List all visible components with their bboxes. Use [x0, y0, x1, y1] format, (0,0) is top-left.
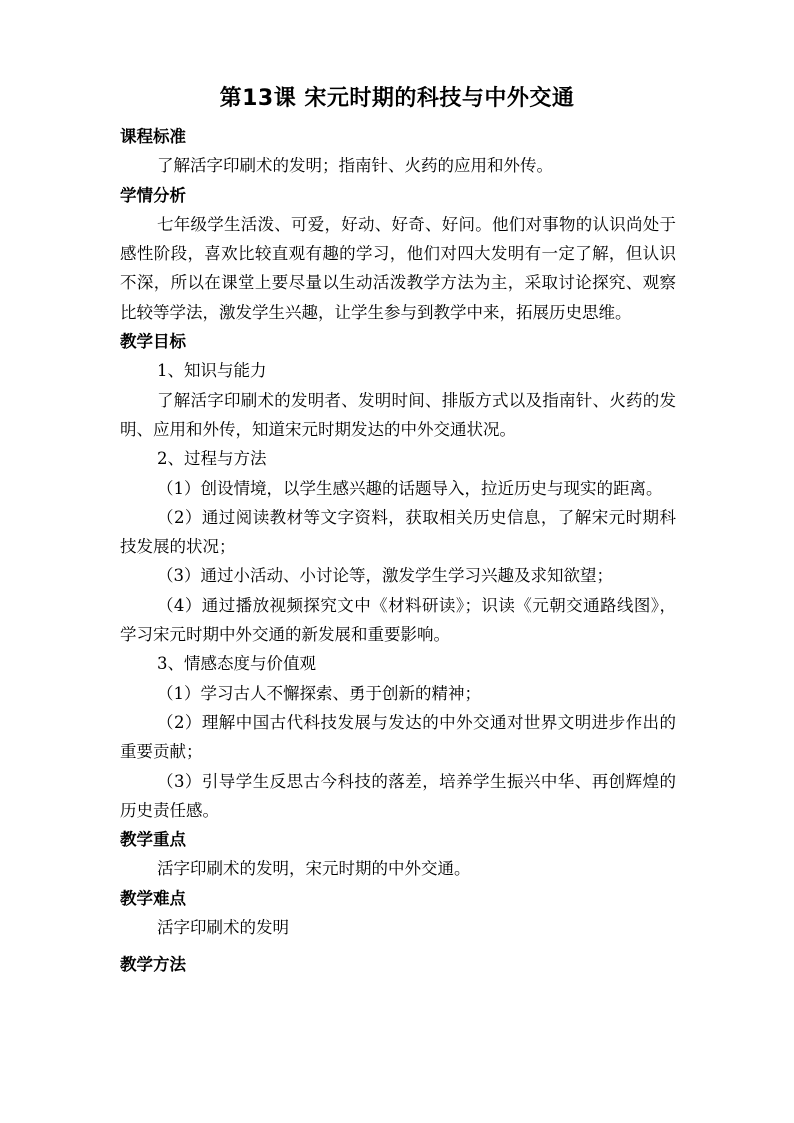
subheading-knowledge-ability: 1、知识与能力: [157, 361, 267, 381]
section-heading-methods: 教学方法: [120, 955, 186, 975]
paragraph-difficulties: 活字印刷术的发明: [157, 918, 289, 938]
paragraph-knowledge-ability: 了解活字印刷术的发明者、发明时间、排版方式以及指南针、火药的发明、应用和外传，知道宋元时期发达的中外交通状况。: [120, 390, 676, 439]
paragraph-standard: 了解活字印刷术的发明；指南针、火药的应用和外传。: [157, 156, 553, 176]
list-item: （1）创设情境，以学生感兴趣的话题导入，拉近历史与现实的距离。: [157, 478, 663, 498]
subheading-process-method: 2、过程与方法: [157, 449, 267, 469]
list-item: （2）通过阅读教材等文字资料，获取相关历史信息，了解宋元时期科技发展的状况；: [120, 507, 676, 557]
paragraph-analysis: 七年级学生活泼、可爱，好动、好奇、好问。他们对事物的认识尚处于感性阶段，喜欢比较直观有趣的学习，他们对四大发明有一定了解，但认识不深，所以在课堂上要尽量以生动活泼教学方法为主，采取讨论探究、观察比较等学法，激发学生兴趣，让学生参与到教学中来，拓展历史思维。: [120, 214, 676, 322]
list-item: （4）通过播放视频探究文中《材料研读》；识读《元朝交通路线图》，学习宋元时期中外交通的新发展和重要影响。: [120, 595, 676, 645]
list-item: （3）引导学生反思古今科技的落差，培养学生振兴中华、再创辉煌的历史责任感。: [120, 771, 676, 820]
list-item: （2）理解中国古代科技发展与发达的中外交通对世界文明进步作出的重要贡献；: [120, 712, 676, 762]
page-title: 第13课 宋元时期的科技与中外交通: [219, 86, 575, 111]
subheading-emotion-values: 3、情感态度与价值观: [157, 654, 316, 674]
section-heading-difficulties: 教学难点: [120, 888, 186, 908]
section-heading-analysis: 学情分析: [120, 185, 186, 205]
list-item: （1）学习古人不懈探索、勇于创新的精神；: [157, 683, 481, 703]
section-heading-standard: 课程标准: [120, 127, 186, 146]
spacer: [120, 942, 676, 950]
section-heading-key-points: 教学重点: [120, 830, 186, 850]
list-item: （3）通过小活动、小讨论等，激发学生学习兴趣及求知欲望；: [157, 566, 613, 586]
section-heading-goals: 教学目标: [120, 332, 186, 352]
paragraph-key-points: 活字印刷术的发明，宋元时期的中外交通。: [157, 859, 471, 879]
document-body: [120, 122, 676, 980]
